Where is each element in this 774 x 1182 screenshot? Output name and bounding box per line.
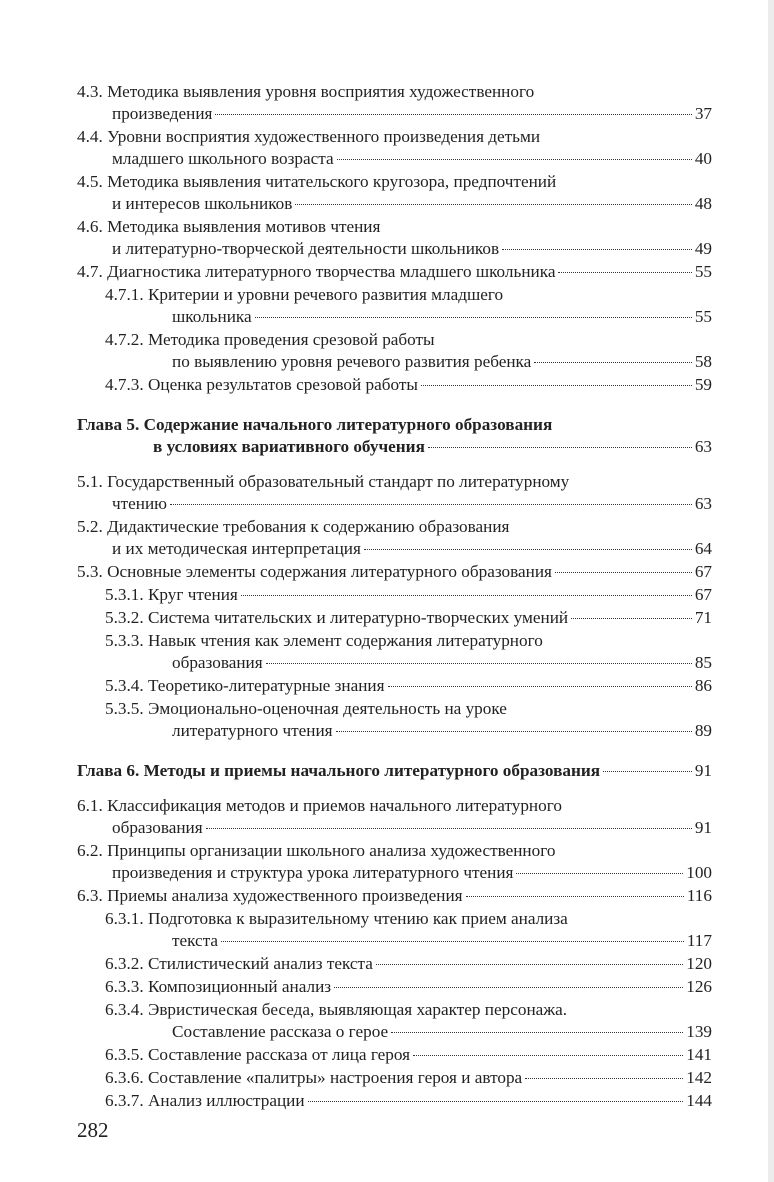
toc-line (77, 760, 712, 782)
toc-entry (77, 953, 712, 975)
toc-entry (77, 126, 712, 170)
toc-line (77, 561, 712, 583)
toc-page-number: 67 (694, 562, 712, 581)
toc-page-number: 55 (694, 307, 712, 326)
toc-entry (77, 81, 712, 125)
toc-line (77, 193, 712, 215)
toc-line (77, 976, 712, 998)
toc-entry (77, 795, 712, 839)
toc-page-number: 120 (686, 954, 712, 973)
toc-line (77, 436, 712, 458)
toc-entry (77, 908, 712, 952)
dot-leader (413, 1055, 683, 1056)
dot-leader (295, 204, 691, 205)
toc-page-number: 116 (686, 886, 712, 905)
toc-line (77, 652, 712, 674)
toc-line (77, 351, 712, 373)
toc-entry (77, 561, 712, 583)
toc-line (77, 607, 712, 629)
toc-page-number: 37 (694, 104, 712, 123)
dot-leader (466, 896, 684, 897)
toc-title: 6.3.5. Составление рассказа от лица героя (105, 1045, 411, 1064)
dot-leader (215, 114, 691, 115)
toc-entry (77, 698, 712, 742)
toc-entry (77, 1067, 712, 1089)
toc-title: 4.7.2. Методика проведения срезовой работы (105, 330, 435, 349)
toc-page-number: 139 (686, 1022, 712, 1041)
dot-leader (170, 504, 692, 505)
toc-line (77, 493, 712, 515)
toc-line (77, 103, 712, 125)
toc-title: литературного чтения (172, 721, 333, 740)
dot-leader (603, 771, 692, 772)
toc-line (77, 953, 712, 975)
toc-title: 5.3.3. Навык чтения как элемент содержания литературного (105, 631, 543, 650)
toc-title: текста (172, 931, 219, 950)
toc-title: 5.1. Государственный образовательный стандарт по литературному (77, 472, 570, 491)
toc-page-number: 71 (694, 608, 712, 627)
toc-entry (77, 999, 712, 1043)
toc-page-number: 59 (694, 375, 712, 394)
toc-page-number: 91 (694, 761, 712, 780)
toc-title: Глава 5. Содержание начального литературного образования (77, 415, 553, 434)
toc-entry (77, 607, 712, 629)
dot-leader (241, 595, 692, 596)
dot-leader (364, 549, 692, 550)
toc-title: образования (172, 653, 263, 672)
toc-line (77, 885, 712, 907)
dot-leader (502, 249, 692, 250)
toc-title: произведения (112, 104, 213, 123)
toc-line (77, 238, 712, 260)
toc-entry (77, 261, 712, 283)
toc-page-number: 64 (694, 539, 712, 558)
toc-page-number: 63 (694, 437, 712, 456)
toc-title: 4.5. Методика выявления читательского кругозора, предпочтений (77, 172, 557, 191)
toc-title: и их методическая интерпретация (112, 539, 361, 558)
toc-title: 6.3.1. Подготовка к выразительному чтению как прием анализа (105, 909, 568, 928)
toc-title: 6.1. Классификация методов и приемов начального литературного (77, 796, 562, 815)
toc-entry (77, 516, 712, 560)
toc-line (77, 306, 712, 328)
toc-page-number: 85 (694, 653, 712, 672)
toc-title: младшего школьного возраста (112, 149, 334, 168)
toc-entry (77, 171, 712, 215)
toc-title: в условиях вариативного обучения (153, 437, 425, 456)
page-number: 282 (77, 1118, 109, 1142)
toc-line (77, 675, 712, 697)
toc-title: по выявлению уровня речевого развития ребенка (172, 352, 532, 371)
toc-title: 4.7.3. Оценка результатов срезовой работы (105, 375, 418, 394)
toc-title: 6.3.7. Анализ иллюстрации (105, 1091, 305, 1110)
toc-line (77, 720, 712, 742)
toc-title: школьника (172, 307, 252, 326)
dot-leader (388, 686, 692, 687)
toc-page-number: 49 (694, 239, 712, 258)
toc-title: 5.3. Основные элементы содержания литературного образования (77, 562, 552, 581)
toc-title: произведения и структура урока литературного чтения (112, 863, 514, 882)
dot-leader (525, 1078, 683, 1079)
toc-page-number: 67 (694, 585, 712, 604)
toc-entry (77, 471, 712, 515)
toc-title: 6.3.3. Композиционный анализ (105, 977, 332, 996)
toc-line (77, 148, 712, 170)
dot-leader (308, 1101, 684, 1102)
toc-title: и литературно-творческой деятельности школьников (112, 239, 500, 258)
toc-entry (77, 284, 712, 328)
dot-leader (336, 731, 692, 732)
dot-leader (534, 362, 692, 363)
dot-leader (376, 964, 683, 965)
toc-title: 4.7. Диагностика литературного творчества младшего школьника (77, 262, 556, 281)
toc-title: 6.3.2. Стилистический анализ текста (105, 954, 373, 973)
toc-page-number: 117 (686, 931, 712, 950)
dot-leader (255, 317, 692, 318)
toc-line (77, 817, 712, 839)
toc-title: чтению (112, 494, 168, 513)
dot-leader (391, 1032, 683, 1033)
dot-leader (571, 618, 692, 619)
page-edge (768, 0, 774, 1182)
toc-line (77, 1090, 712, 1112)
toc-entry (77, 976, 712, 998)
toc-entry (77, 675, 712, 697)
dot-leader (266, 663, 692, 664)
toc-entry (77, 840, 712, 884)
dot-leader (421, 385, 692, 386)
toc-title: 5.3.5. Эмоционально-оценочная деятельность на уроке (105, 699, 507, 718)
toc-page-number: 55 (694, 262, 712, 281)
toc-line (77, 1021, 712, 1043)
dot-leader (221, 941, 684, 942)
toc-page-number: 142 (686, 1068, 712, 1087)
toc-line (77, 584, 712, 606)
toc-page-number: 89 (694, 721, 712, 740)
toc-title: 4.6. Методика выявления мотивов чтения (77, 217, 381, 236)
dot-leader (558, 272, 691, 273)
toc-title: 5.2. Дидактические требования к содержанию образования (77, 517, 510, 536)
toc-title: образования (112, 818, 203, 837)
toc-page-number: 48 (694, 194, 712, 213)
toc-page-number: 126 (686, 977, 712, 996)
toc-line (77, 862, 712, 884)
dot-leader (516, 873, 683, 874)
toc-page-number: 144 (686, 1091, 712, 1110)
toc-title: 6.3. Приемы анализа художественного произведения (77, 886, 463, 905)
toc-page-number: 40 (694, 149, 712, 168)
toc-title: Составление рассказа о герое (172, 1022, 389, 1041)
toc-entry (77, 374, 712, 396)
toc-page-number: 58 (694, 352, 712, 371)
toc-entry (77, 584, 712, 606)
toc-title: 5.3.1. Круг чтения (105, 585, 238, 604)
dot-leader (428, 447, 692, 448)
toc-title: и интересов школьников (112, 194, 293, 213)
toc-line (77, 930, 712, 952)
toc-line (77, 1067, 712, 1089)
table-of-contents (77, 81, 712, 1113)
toc-line (77, 374, 712, 396)
toc-entry (77, 630, 712, 674)
toc-title: 5.3.2. Система читательских и литературно-творческих умений (105, 608, 569, 627)
toc-title: 5.3.4. Теоретико-литературные знания (105, 676, 385, 695)
toc-title: 6.3.6. Составление «палитры» настроения героя и автора (105, 1068, 523, 1087)
dot-leader (337, 159, 692, 160)
toc-page-number: 141 (686, 1045, 712, 1064)
toc-entry (77, 885, 712, 907)
toc-title: 4.3. Методика выявления уровня восприятия художественного (77, 82, 535, 101)
toc-page-number: 91 (694, 818, 712, 837)
dot-leader (334, 987, 683, 988)
toc-title: 6.2. Принципы организации школьного анализа художественного (77, 841, 556, 860)
toc-entry (77, 1090, 712, 1112)
toc-page-number: 86 (694, 676, 712, 695)
toc-chapter (77, 760, 712, 782)
toc-line (77, 261, 712, 283)
toc-entry (77, 329, 712, 373)
toc-title: 4.4. Уровни восприятия художественного произведения детьми (77, 127, 541, 146)
toc-title: 6.3.4. Эвристическая беседа, выявляющая характер персонажа. (105, 1000, 568, 1019)
toc-title: Глава 6. Методы и приемы начального литературного образования (77, 761, 601, 780)
toc-title: 4.7.1. Критерии и уровни речевого развития младшего (105, 285, 504, 304)
toc-page-number: 100 (686, 863, 712, 882)
toc-line (77, 538, 712, 560)
toc-line (77, 1044, 712, 1066)
toc-chapter (77, 414, 712, 458)
dot-leader (206, 828, 692, 829)
toc-page-number: 63 (694, 494, 712, 513)
toc-entry (77, 216, 712, 260)
toc-entry (77, 1044, 712, 1066)
dot-leader (555, 572, 692, 573)
